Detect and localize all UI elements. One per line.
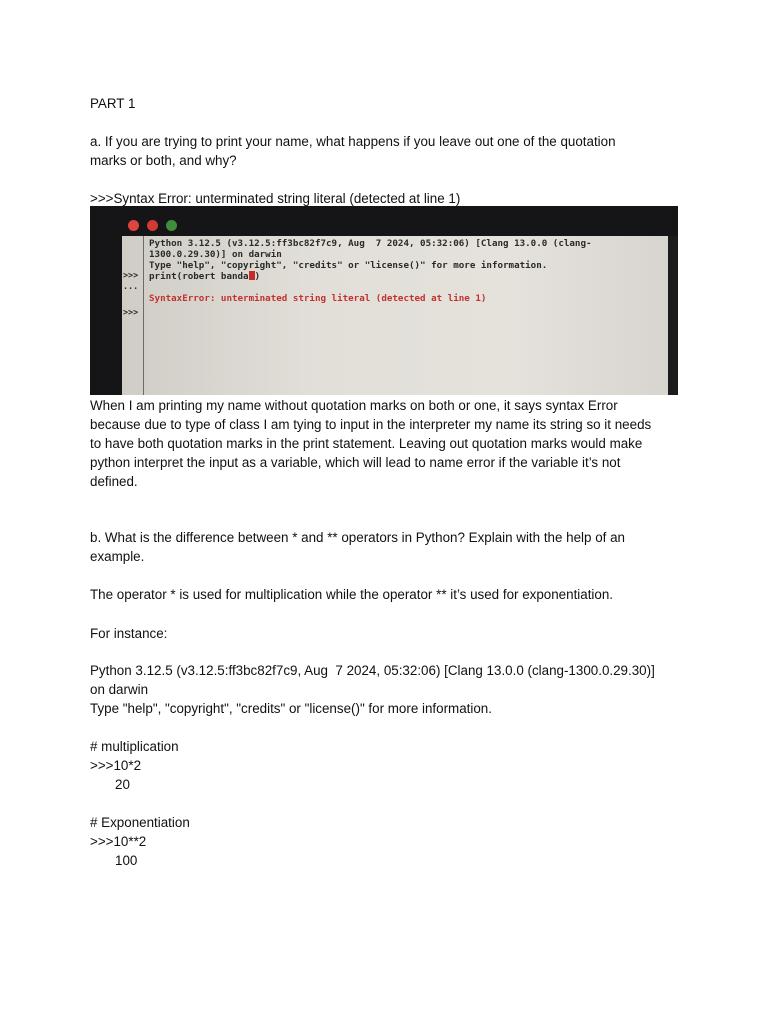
gutter-continuation: ...	[123, 281, 139, 291]
answer-a-result: >>>Syntax Error: unterminated string literal (detected at line 1)	[90, 191, 461, 206]
multiplication-output: 20	[115, 777, 130, 792]
multiplication-input: >>>10*2	[90, 758, 142, 773]
for-instance: For instance:	[90, 626, 168, 641]
question-b-line-1: b. What is the difference between * and ** operators in Python? Explain with the help of an	[90, 530, 625, 545]
part-heading: PART 1	[90, 96, 136, 111]
shell-banner-line-3: Type "help", "copyright", "credits" or "license()" for more information.	[149, 260, 548, 271]
python-shell-window	[122, 236, 678, 395]
exponentiation-output: 100	[115, 853, 138, 868]
python-banner-line-3: Type "help", "copyright", "credits" or "license()" for more information.	[90, 701, 492, 716]
question-b-line-2: example.	[90, 549, 145, 564]
minimize-dot-icon	[147, 220, 158, 231]
explanation-line-5: defined.	[90, 474, 138, 489]
multiplication-comment: # multiplication	[90, 739, 179, 754]
terminal-screenshot-photo	[90, 206, 678, 395]
explanation-line-4: python interpret the input as a variable, which will lead to name error if the variable it’s not	[90, 455, 621, 470]
shell-banner-line-1: Python 3.12.5 (v3.12.5:ff3bc82f7c9, Aug 7 2024, 05:32:06) [Clang 13.0.0 (clang-	[149, 238, 592, 249]
python-banner-line-1: Python 3.12.5 (v3.12.5:ff3bc82f7c9, Aug 7 2024, 05:32:06) [Clang 13.0.0 (clang-1300.0.29.30)]	[90, 663, 655, 678]
python-banner-line-2: on darwin	[90, 682, 149, 697]
shell-input-code: print(robert banda	[149, 271, 249, 282]
question-a-line-1: a. If you are trying to print your name, what happens if you leave out one of the quotation	[90, 134, 616, 149]
question-a-line-2: marks or both, and why?	[90, 153, 237, 168]
exponentiation-comment: # Exponentiation	[90, 815, 190, 830]
shell-syntax-error: SyntaxError: unterminated string literal (detected at line 1)	[149, 293, 487, 304]
photo-right-edge	[668, 236, 678, 395]
explanation-line-1: When I am printing my name without quotation marks on both or one, it says syntax Error	[90, 398, 618, 413]
shell-banner-line-2: 1300.0.29.30)] on darwin	[149, 249, 282, 260]
exponentiation-input: >>>10**2	[90, 834, 147, 849]
explanation-line-3: to have both quotation marks in the print statement. Leaving out quotation marks would make	[90, 436, 643, 451]
zoom-dot-icon	[166, 220, 177, 231]
explanation-line-2: because due to type of class I am tying to input in the interpreter my name its string so it needs	[90, 417, 652, 432]
prompt-gutter	[122, 236, 144, 395]
answer-b: The operator * is used for multiplication while the operator ** it’s used for exponentiation.	[90, 587, 614, 602]
close-dot-icon	[128, 220, 139, 231]
shell-input-end: )	[254, 271, 261, 282]
gutter-prompt-2: >>>	[123, 307, 139, 317]
shell-input-line	[149, 271, 260, 282]
gutter-prompt-1: >>>	[123, 270, 139, 280]
